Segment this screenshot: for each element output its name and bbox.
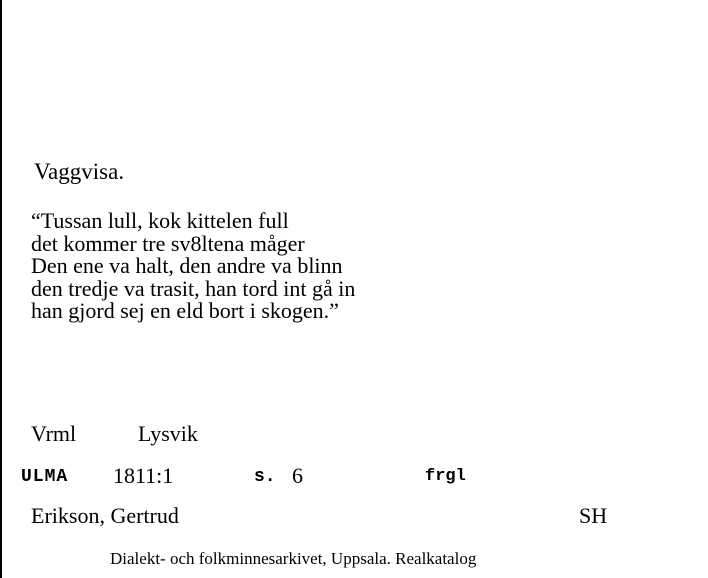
category-code: frgl [425,467,466,486]
verse-line: den tredje va trasit, han tord int gå in [31,275,356,301]
verse-text [31,210,355,323]
verse-line: Den ene va halt, den andre va blinn [31,253,343,278]
parish-label: Lysvik [138,421,198,446]
accession-number: 1811:1 [113,463,174,488]
page-label: s. [254,467,276,487]
verse-line: han gjord sej en eld bort i skogen.” [31,298,339,323]
card-title: Vaggvisa. [34,159,125,184]
card-left-border [0,0,2,578]
verse-line: det kommer tre sv8ltena måger [31,230,305,256]
page-number: 6 [292,463,303,488]
region-label: Vrml [31,421,77,446]
archive-footer: Dialekt- och folkminnesarkivet, Uppsala. Realkatalog [110,549,477,568]
archive-code: ULMA [21,467,69,487]
verse-line: “Tussan lull, kok kittelen full [31,208,289,233]
informant-name: Erikson, Gertrud [31,503,179,528]
collector-initials: SH [579,503,608,528]
